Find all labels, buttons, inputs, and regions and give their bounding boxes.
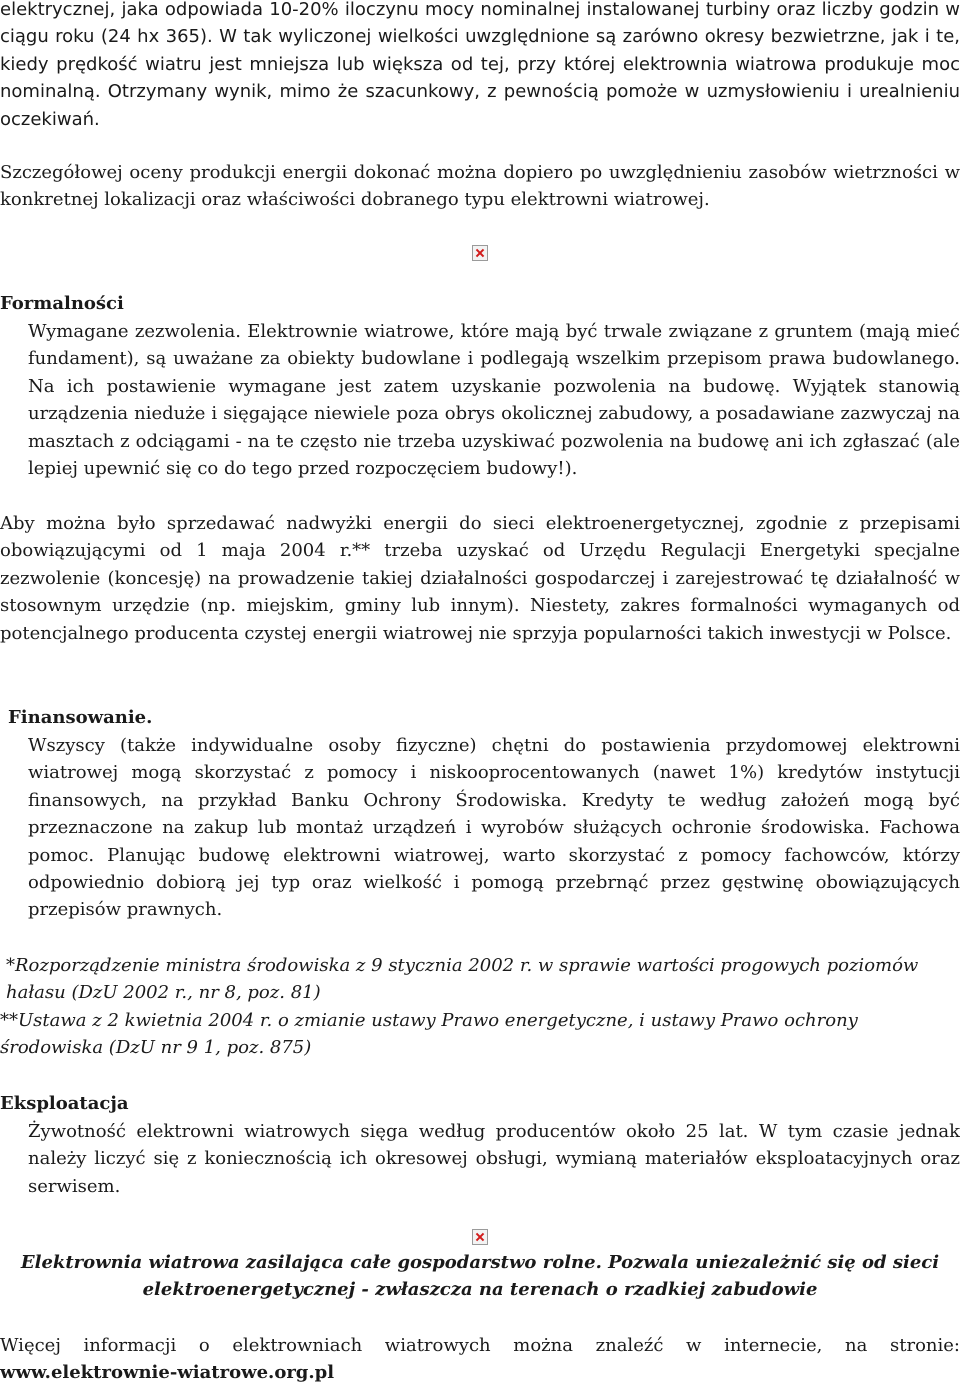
paragraph-operation: Żywotność elektrowni wiatrowych sięga według producentów około 25 lat. W tym czasie jednak należy liczyć się z koniecznością ich okresowej obsługi, wymianą materiałów eksploatacyjnych oraz serwisem. [28, 1121, 960, 1197]
heading-eksploatacja: Eksploatacja [0, 1093, 129, 1114]
footnote-act: **Ustawa z 2 kwietnia 2004 r. o zmianie ustawy Prawo energetyczne, i ustawy Prawo ochrony środowiska (DzU nr 9 1, poz. 875) [0, 1010, 858, 1059]
more-info-text: Więcej informacji o elektrowniach wiatrowych można znaleźć w internecie, na stronie: [0, 1335, 960, 1356]
paragraph-energy-estimate: elektrycznej, jaka odpowiada 10-20% iloczynu mocy nominalnej instalowanej turbiny oraz liczby godzin w ciągu roku (24 hx 365). W tak wyliczonej wielkości uwzględnione są zarówno okresy bezwietrzne, jak i te, kiedy prędkość wiatru jest mniejsza lub większa od tej, przy której elektrownia wiatrowa produkuje moc nominalną. Otrzymany wynik, mimo że szacunkowy, z pewnością pomoże w uzmysłowieniu i urealnieniu oczekiwań. [0, 0, 960, 130]
paragraph-financing: Wszyscy (także indywidualne osoby fizyczne) chętni do postawienia przydomowej elektrowni wiatrowej mogą skorzystać z pomocy i niskooprocentowanych (nawet 1%) kredytów instytucji finansowych, na przykład Banku Ochrony Środowiska. Kredyty te według założeń mogą być przeznaczone na zakup lub montaż urządzeń i wyrobów służących ochronie środowiska. Fachowa pomoc. Planując budowę elektrowni wiatrowej, warto skorzystać z pomocy fachowców, którzy odpowiednio dobiorą jej typ oraz wielkość i pomogą przebrnąć przez gęstwinę obowiązujących przepisów prawnych. [28, 735, 960, 921]
paragraph-detailed-assessment: Szczegółowej oceny produkcji energii dokonać można dopiero po uwzględnieniu zasobów wietrzności w konkretnej lokalizacji oraz właściwości dobranego typu elektrowni wiatrowej. [0, 162, 960, 211]
image-caption: Elektrownia wiatrowa zasilająca całe gospodarstwo rolne. Pozwala uniezależnić się od sieci elektroenergetycznej - zwłaszcza na terenach o rzadkiej zabudowie [20, 1252, 940, 1301]
broken-image-icon [472, 245, 488, 261]
paragraph-concession: Aby można było sprzedawać nadwyżki energii do sieci elektroenergetycznej, zgodnie z przepisami obowiązującymi od 1 maja 2004 r.** trzeba uzyskać od Urzędu Regulacji Energetyki specjalne zezwolenie (koncesję) na prowadzenie takiej działalności gospodarczej i zarejestrować tę działalność w stosownym urzędzie (np. miejskim, gminy lub innym). Niestety, zakres formalności wymaganych od potencjalnego producenta czystej energii wiatrowej nie sprzyja popularności takich inwestycji w Polsce. [0, 513, 960, 644]
paragraph-permits: Wymagane zezwolenia. Elektrownie wiatrowe, które mają być trwale związane z gruntem (mają mieć fundament), są uważane za obiekty budowlane i podlegają wszelkim przepisom prawa budowlanego. Na ich postawienie wymagane jest zatem uzyskanie pozwolenia na budowę. Wyjątek stanowią urządzenia nieduże i sięgające niewiele poza obrys okolicznej zabudowy, a posadawiane zazwyczaj na masztach z odciągami - na te często nie trzeba uzyskiwać pozwolenia na budowę ani ich zgłaszać (ale lepiej upewnić się co do tego przed rozpoczęciem budowy!). [28, 321, 960, 480]
broken-image-icon [472, 1229, 488, 1245]
website-link[interactable]: www.elektrownie-wiatrowe.org.pl [0, 1362, 335, 1384]
footnote-regulation: *Rozporządzenie ministra środowiska z 9 stycznia 2002 r. w sprawie wartości progowych poziomów hałasu (DzU 2002 r., nr 8, poz. 81) [6, 955, 919, 1004]
heading-formalnosci: Formalności [0, 293, 124, 314]
heading-finansowanie: Finansowanie. [8, 707, 153, 728]
more-info-paragraph [0, 1332, 960, 1387]
